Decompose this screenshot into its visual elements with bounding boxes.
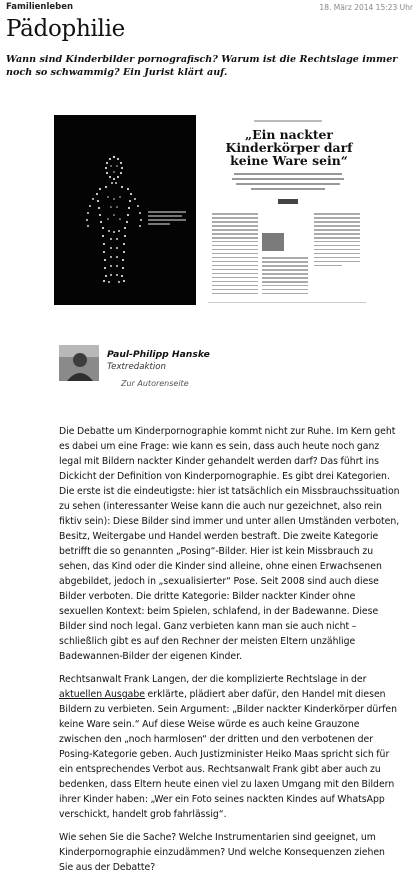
- section-label[interactable]: Familienleben: [6, 2, 74, 12]
- author-block: [59, 345, 359, 395]
- article-paragraph-1: Die Debatte um Kinderpornographie kommt nicht zur Ruhe. Im Kern geht es dabei um eine Frage: wie kann es sein, dass auch heute noch ganz legal mit Bildern nackter Kinder gehandelt werden darf? Das führt ins Dickicht der Definition von Kinderpornographie. Es gibt drei Kategorien. Die erste ist die eindeutigste: hier ist tatsächlich ein Missbrauchssituation zu sehen (interessanter Weise kann die auch nur gezeichnet, also rein fiktiv sein): Diese Bilder sind immer und unter allen Umständen verboten, Besitz, Weitergabe und Handel werden bestraft. Die zweite Kategorie betrifft die so genannten „Posing“-Bilder. Hier ist kein Missbrauch zu sehen, das Kind oder die Kinder sind alleine, ohne einen Erwachsenen abgebildet, jedoch in „sexualisierter“ Pose. Seit 2008 sind auch diese Bilder verboten. Die dritte Kategorie: Bilder nackter Kinder ohne sexuellen Kontext: beim Spielen, schlafend, in der Badewanne. Diese Bilder sind noch legal. Ganz verbieten kann man sie auch nicht – schließlich gibt es auf den Rechner der meisten Eltern unzählige Badewannen-Bilder der eigenen Kinder.: [59, 426, 400, 662]
- article-body: [59, 424, 401, 883]
- magazine-page-rule: [208, 302, 366, 303]
- image-caption-lines: [148, 211, 188, 227]
- magazine-column-1: [212, 213, 258, 297]
- publish-datetime: 18. März 2014 15:23 Uhr: [319, 3, 413, 12]
- current-issue-link[interactable]: aktuellen Ausgabe: [59, 689, 145, 700]
- magazine-author-box: [278, 199, 298, 204]
- top-bar: [6, 2, 413, 16]
- author-name[interactable]: Paul-Philipp Hanske: [107, 349, 210, 360]
- article-paragraph-2: [59, 672, 401, 822]
- magazine-kicker-line: [254, 120, 322, 122]
- magazine-inset-photo: [262, 233, 284, 251]
- magazine-right-page: [208, 115, 366, 305]
- paragraph-2-text-before: Rechtsanwalt Frank Langen, der die komplizierte Rechtslage in der: [59, 674, 367, 685]
- page-title: Pädophilie: [6, 16, 125, 42]
- avatar-image: [59, 345, 99, 381]
- author-role: Textredaktion: [107, 362, 166, 372]
- magazine-headline: „Ein nackter Kinderkörper darf keine Ware sein“: [225, 127, 353, 168]
- magazine-left-page: [54, 115, 196, 305]
- magazine-column-2: [262, 257, 308, 297]
- author-avatar[interactable]: [59, 345, 99, 381]
- article-paragraph-3: Wie sehen Sie die Sache? Welche Instrumentarien sind geeignet, um Kinderpornographie einzudämmen? Und welche Konsequenzen ziehen Sie aus der Debatte?: [59, 832, 385, 873]
- author-page-link[interactable]: Zur Autorenseite: [121, 379, 189, 388]
- teaser: Wann sind Kinderbilder pornografisch? Warum ist die Rechtslage immer noch so schwammig? Ein Jurist klärt auf.: [6, 54, 398, 78]
- magazine-lead-lines: [232, 173, 344, 193]
- magazine-spread-image: [54, 115, 366, 305]
- magazine-column-3: [314, 213, 360, 269]
- child-silhouette-graphic: [54, 115, 196, 305]
- paragraph-2-text-after: erklärte, plädiert aber dafür, den Handel mit diesen Bildern zu verbieten. Sein Argument: „Bilder nackter Kinderkörper dürfen keine Ware sein.“ Auf diese Weise würde es auch keine Grauzone zwischen den „noch harmlosen“ der dritten und den verbotenen der Posing-Kategorie geben. Auch Justizminister Heiko Maas spricht sich für ein entsprechendes Verbot aus. Rechtsanwalt Frank gibt aber auch zu bedenken, dass Eltern heute einen viel zu laxen Umgang mit den Bildern ihrer Kinder haben: „Wer ein Foto seines nackten Kindes auf WhatsApp verschickt, handelt grob fahrlässig“.: [59, 689, 398, 820]
